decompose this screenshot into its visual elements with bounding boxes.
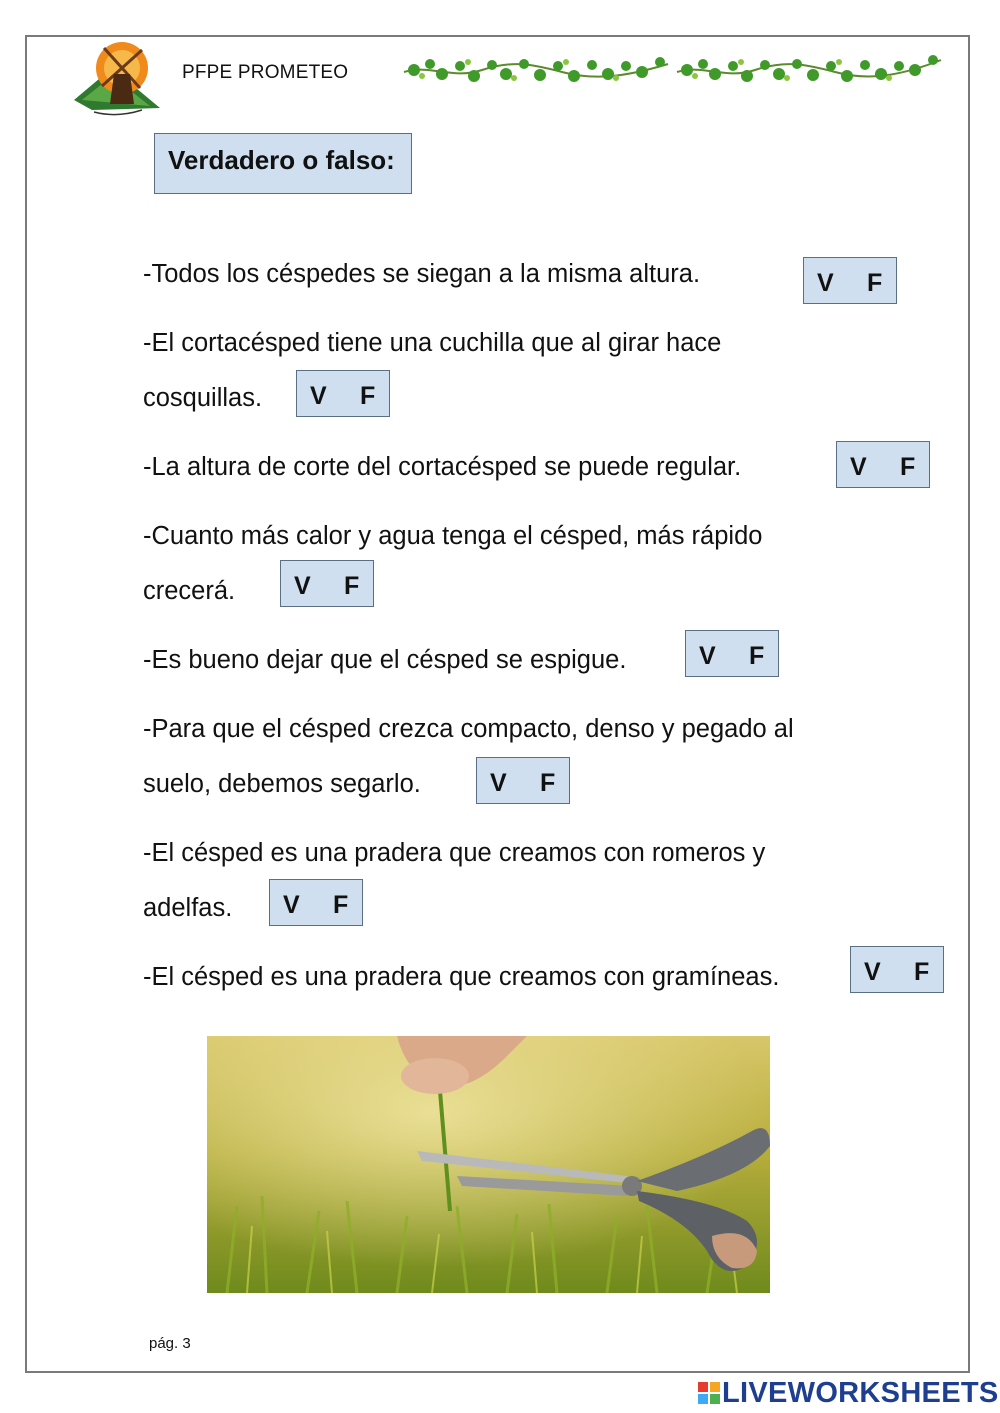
answer-box-4[interactable] xyxy=(280,560,374,607)
answer-true-option[interactable]: V xyxy=(864,958,881,986)
ivy-vine-decoration-left xyxy=(402,50,670,90)
answer-true-option[interactable]: V xyxy=(699,642,716,670)
statement-4-line-2: crecerá. xyxy=(143,577,236,605)
answer-false-option[interactable]: F xyxy=(333,891,349,919)
statement-4-line-1: -Cuanto más calor y agua tenga el césped, más rápido xyxy=(143,522,763,550)
answer-box-1[interactable] xyxy=(803,257,897,304)
answer-true-option[interactable]: V xyxy=(294,572,311,600)
answer-true-option[interactable]: V xyxy=(817,269,834,297)
answer-false-option[interactable]: F xyxy=(867,269,883,297)
answer-true-option[interactable]: V xyxy=(283,891,300,919)
statement-5-line-1: -Es bueno dejar que el césped se espigue. xyxy=(143,646,627,674)
grass-scissors-photo xyxy=(207,1036,770,1293)
answer-box-3[interactable] xyxy=(836,441,930,488)
answer-true-option[interactable]: V xyxy=(490,769,507,797)
answer-false-option[interactable]: F xyxy=(360,382,376,410)
statement-2-line-1: -El cortacésped tiene una cuchilla que al girar hace xyxy=(143,329,722,357)
statement-7-line-2: adelfas. xyxy=(143,894,233,922)
page-number: pág. 3 xyxy=(149,1335,191,1352)
statement-7-line-1: -El césped es una pradera que creamos con romeros y xyxy=(143,839,766,867)
answer-false-option[interactable]: F xyxy=(749,642,765,670)
statement-3-line-1: -La altura de corte del cortacésped se puede regular. xyxy=(143,453,742,481)
statement-1-line-1: -Todos los céspedes se siegan a la misma altura. xyxy=(143,260,701,288)
answer-box-8[interactable] xyxy=(850,946,944,993)
ivy-vine-decoration-right xyxy=(675,50,943,90)
school-logo xyxy=(72,38,162,118)
answer-false-option[interactable]: F xyxy=(914,958,930,986)
answer-false-option[interactable]: F xyxy=(344,572,360,600)
answer-box-5[interactable] xyxy=(685,630,779,677)
school-name: PFPE PROMETEO xyxy=(182,62,349,83)
liveworksheets-logo-icon xyxy=(698,1378,722,1410)
answer-box-7[interactable] xyxy=(269,879,363,926)
answer-box-2[interactable] xyxy=(296,370,390,417)
statement-6-line-2: suelo, debemos segarlo. xyxy=(143,770,421,798)
answer-box-6[interactable] xyxy=(476,757,570,804)
answer-true-option[interactable]: V xyxy=(850,453,867,481)
worksheet-title: Verdadero o falso: xyxy=(154,133,412,194)
statement-2-line-2: cosquillas. xyxy=(143,384,263,412)
statement-6-line-1: -Para que el césped crezca compacto, denso y pegado al xyxy=(143,715,794,743)
answer-false-option[interactable]: F xyxy=(540,769,556,797)
answer-false-option[interactable]: F xyxy=(900,453,916,481)
statement-8-line-1: -El césped es una pradera que creamos con gramíneas. xyxy=(143,963,780,991)
answer-true-option[interactable]: V xyxy=(310,382,327,410)
liveworksheets-brand[interactable]: LIVEWORKSHEETS xyxy=(722,1377,999,1409)
